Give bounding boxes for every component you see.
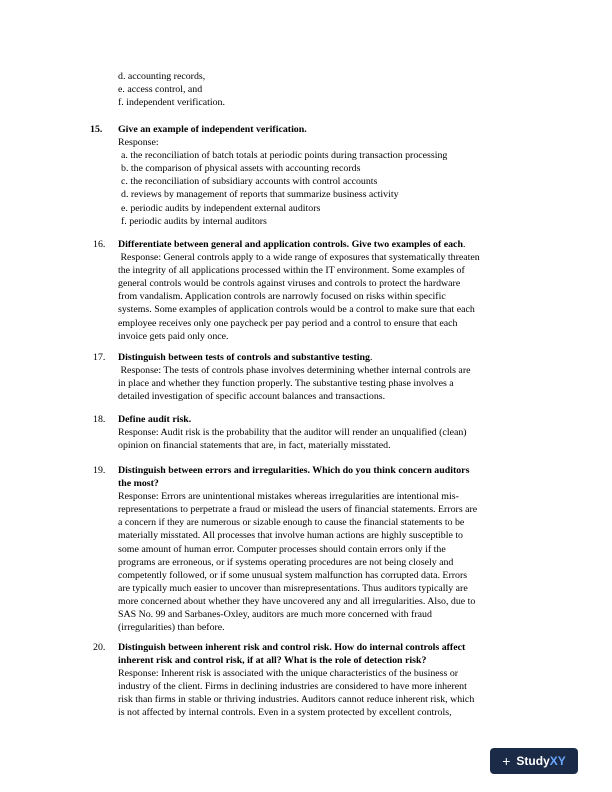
response-line: (irregularities) than before. [118,622,225,634]
response-line: general controls would be controls against viruses and controls to protect the hardware [118,278,461,290]
response-list [118,149,528,228]
question-number: 16. [93,239,106,250]
response-line: invoice gets paid only once. [118,330,229,342]
list-item: c. the reconciliation of subsidiary accounts with control accounts [121,176,378,188]
response-line: the integrity of all applications processed within the IT environment. Some examples of [118,265,465,277]
title-period: . [369,352,373,363]
response-line: a concern if they are numerous or sizable enough to cause the financial statements to be [118,517,465,529]
response-line: risk than firms in stable or thriving industries. Auditors cannot reduce inherent risk, which [118,694,475,706]
response-line: in place and whether they function properly. The substantive testing phase involves a [118,378,454,390]
question-title: Define audit risk. [118,414,192,425]
response-line: SAS No. 99 and Sarbanes-Oxley, auditors are much more concerned with fraud [118,609,432,621]
response-line: industry of the client. Firms in declining industries are considered to have more inherent [118,681,467,693]
response-line: some amount of human error. Computer processes should contain errors only if the [118,543,446,555]
response-line: Response: Audit risk is the probability that the auditor will render an unqualified (clean) [118,427,467,439]
list-item: f. periodic audits by internal auditors [121,215,267,227]
response-line: are typically much easier to uncover than misrepresentations. Thus auditors typically are [118,582,468,594]
question-17 [88,351,528,403]
response-line: systems. Some examples of application controls would be a control to make sure that each [118,304,475,316]
question-title-line: the most? [118,478,159,490]
question-16 [88,238,528,343]
response-line: opinion on financial statements that are, in fact, materially misstated. [118,440,391,452]
response-line: detailed investigation of specific account balances and transactions. [118,391,386,403]
question-title-line: Distinguish between inherent risk and control risk. How do internal controls affect [118,642,466,653]
plus-icon: + [502,753,511,769]
response-line: competently followed, or if some unusual system malfunction has corrupted data. Errors [118,569,468,581]
response-line: more concerned about whether they have uncovered any and all irregularities. Also, due to [118,595,476,607]
list-item: d. reviews by management of reports that summarize business activity [121,189,399,201]
list-item: e. periodic audits by independent external auditors [121,202,321,214]
question-number: 17. [93,352,106,363]
response-line: Response: Errors are unintentional mistakes whereas irregularities are intentional mis- [118,491,459,503]
response-line: programs are erroneous, or if systems operating procedures are not being closely and [118,556,454,568]
response-line: Response: The tests of controls phase involves determining whether internal controls are [118,365,471,377]
logo-text: StudyXY [516,754,566,768]
response-line: employee receives only one paycheck per pay period and a control to ensure that each [118,317,458,329]
response-line: Response: Inherent risk is associated with the unique characteristics of the business or [118,668,459,680]
top-list [118,70,225,109]
title-period: . [462,239,466,250]
response-line: Response: General controls apply to a wide range of exposures that systematically threaten [118,252,480,264]
question-20 [88,641,528,720]
response-line: from vandalism. Application controls are narrowly focused on risks within specific [118,291,446,303]
question-15 [88,123,528,228]
response-line: is not affected by internal controls. Even in a system protected by excellent controls, [118,707,452,719]
list-item: e. access control, and [118,84,203,95]
response-line: representations to perpetrate a fraud or mislead the users of financial statements. Errors are [118,504,478,516]
question-19 [88,464,528,634]
response-line: materially misstated. All processes that involve human actions are highly susceptible to [118,530,463,542]
list-item: f. independent verification. [118,97,225,108]
question-number: 18. [93,414,106,425]
question-18 [88,413,528,452]
question-number: 20. [93,642,106,653]
question-number: 19. [93,465,106,476]
list-item: d. accounting records, [118,71,206,82]
question-title: Distinguish between tests of controls and substantive testing [118,352,370,363]
question-title-line: inherent risk and control risk, if at all? What is the role of detection risk? [118,655,427,667]
question-title: Give an example of independent verification. [118,124,307,135]
question-title-line: Distinguish between errors and irregularities. Which do you think concern auditors [118,465,470,476]
question-number: 15. [90,124,103,135]
list-item: a. the reconciliation of batch totals at periodic points during transaction processing [121,150,448,162]
studyxy-logo [490,748,578,774]
question-title: Differentiate between general and application controls. Give two examples of each [118,239,463,250]
response-label: Response: [118,137,159,149]
list-item: b. the comparison of physical assets with accounting records [121,163,361,175]
